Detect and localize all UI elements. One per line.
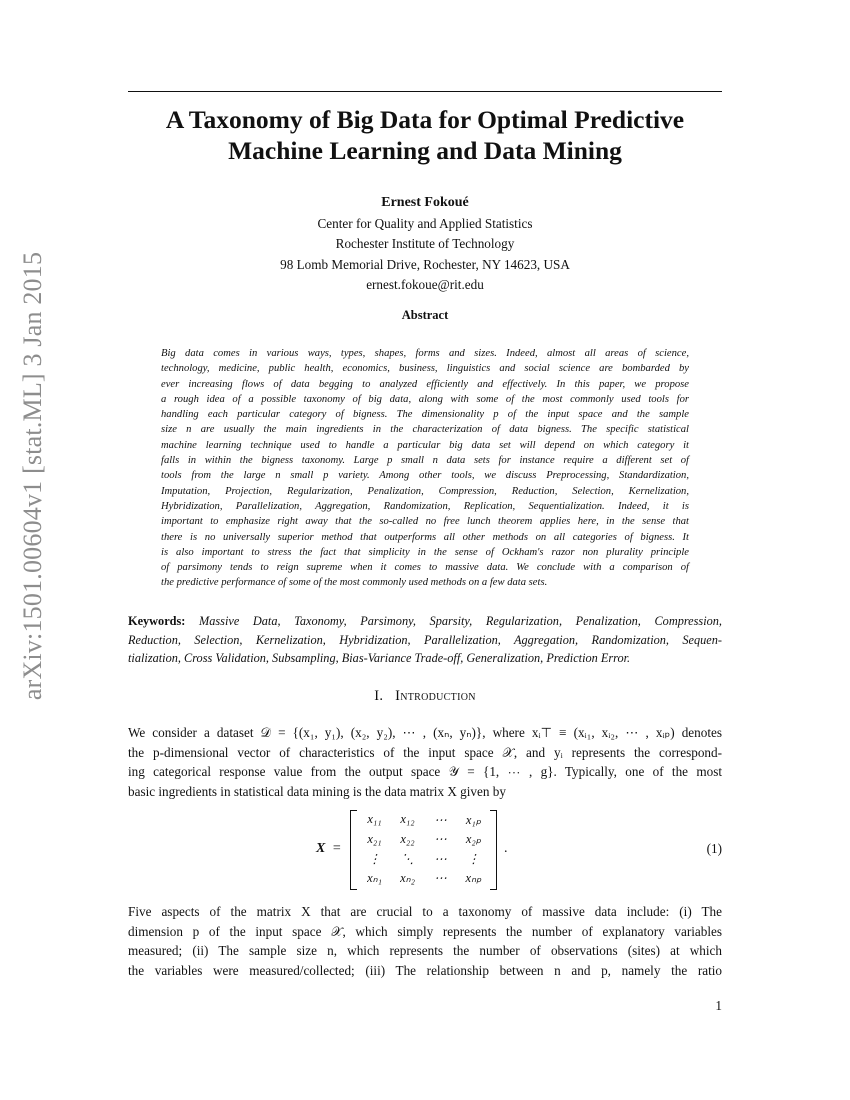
title-rule (128, 91, 722, 92)
author-block (128, 193, 722, 296)
right-bracket (490, 810, 497, 890)
title-line: A Taxonomy of Big Data for Optimal Predictive (165, 105, 685, 134)
abstract-line: falls in within the bigness taxonomy. Large p small n data sets for instance require a different set of (161, 455, 689, 467)
matrix-cell: xₙ₂ (400, 871, 415, 886)
body-line: the variables were measured/collected; (iii) The relationship between n and p, namely the ratio (128, 962, 722, 978)
keywords-label: Keywords: (128, 614, 186, 628)
abstract-line: handling each particular category of bigness. The dimensionality p of the input space and the sample (161, 409, 689, 421)
matrix-row (358, 849, 490, 869)
abstract-line: is also important to stress the fact that simplicity in the sense of Ockham's razor non plurality principle (161, 546, 689, 558)
equation-lhs (316, 841, 341, 857)
keywords-text: Massive Data, Taxonomy, Parsimony, Sparsity, Regularization, Penalization, Compression, (199, 614, 722, 628)
author-name: Ernest Fokoué (381, 195, 469, 210)
abstract-line: a rough idea of a possible taxonomy of big data, along with some of the most commonly used tools for (161, 393, 689, 405)
matrix-cell: ⋱ (401, 851, 414, 866)
matrix-cell: ⋮ (467, 851, 480, 866)
matrix-equation (128, 808, 722, 892)
equation-number: (1) (706, 841, 722, 856)
author-email: ernest.fokoue@rit.edu (366, 277, 484, 292)
section-title: Introduction (395, 688, 476, 704)
paper-title (128, 104, 722, 166)
matrix-cell: x₂₁ (367, 831, 382, 846)
matrix-cell: ⋯ (434, 812, 447, 827)
body-line: We consider a dataset 𝒟 = {(x₁, y₁), (x₂, y₂), ⋯ , (xₙ, yₙ)}, where xᵢ⊤ ≡ (xᵢ₁, xᵢ₂, ⋯ , xᵢₚ) denotes (128, 725, 722, 740)
body-line: ing categorical response value from the output space 𝒴 = {1, ⋯ , g}. Typically, one of the most (128, 764, 722, 779)
abstract-line: machine learning technique used to handle a particular big data set will depend on which category it (161, 439, 689, 451)
left-bracket (350, 810, 357, 890)
abstract-line: Imputation, Projection, Regularization, Penalization, Compression, Reduction, Selection, Kernelization, (161, 485, 689, 497)
matrix-row (358, 810, 490, 830)
equation-period: . (504, 841, 508, 856)
abstract-line: technology, medicine, public health, economics, business, linguistics and social science are bombarded by (161, 363, 689, 375)
page-number: 1 (715, 998, 722, 1013)
section-number: I. (374, 688, 384, 704)
section-heading-introduction (128, 688, 722, 705)
body-line: the p-dimensional vector of characteristics of the input space 𝒳, and yᵢ represents the correspond- (128, 744, 722, 760)
matrix-cell: x₁₁ (367, 812, 382, 827)
abstract-line: of parsimony tends to reign supreme when it comes to massive data. We conclude with a comparison of (161, 562, 689, 574)
abstract-line: there is no universally superior method that outperforms all other methods on all categories of bigness. It (161, 531, 689, 543)
abstract-line: size n are usually the main ingredients in the characterization of data bigness. The specific statistical (161, 424, 689, 436)
body-line: measured; (ii) The sample size n, which represents the number of observations (sites) at which (128, 943, 722, 958)
keywords-block (128, 612, 722, 668)
abstract-line: Big data comes in various ways, types, shapes, forms and sizes. Indeed, almost all areas of science, (161, 348, 689, 359)
abstract-line: tools from the large n small p variety. Among other tools, we discuss Preprocessing, Standardization, (161, 470, 689, 482)
body-line: dimension p of the input space 𝒳, which simply represents the number of explanatory variables (128, 923, 722, 939)
abstract-body (161, 346, 689, 591)
abstract-line: important to emphasize right away that the so-called no free lunch theorem applies here, in the sense that (161, 516, 689, 528)
matrix-cell: x₂ₚ (465, 832, 482, 847)
aspects-paragraph (128, 902, 722, 980)
matrix-cell: x₁ₚ (465, 812, 482, 827)
equation-symbol: X (316, 841, 326, 856)
author-address: 98 Lomb Memorial Drive, Rochester, NY 14623, USA (280, 256, 570, 272)
abstract-line: the predictive performance of some of the most commonly used methods on a few data sets. (161, 577, 548, 589)
body-line: Five aspects of the matrix X that are crucial to a taxonomy of massive data include: (i) The (128, 904, 722, 919)
keywords-line (128, 612, 722, 631)
abstract-heading: Abstract (401, 308, 449, 322)
equation-equals: = (332, 841, 341, 856)
matrix-cell: ⋯ (434, 832, 447, 847)
matrix-cell: xₙ₁ (367, 871, 382, 886)
author-affiliation: Center for Quality and Applied Statistics (317, 215, 533, 231)
matrix-cell: ⋮ (368, 851, 381, 866)
matrix-cell: ⋯ (434, 871, 447, 886)
matrix-row (358, 830, 490, 850)
arxiv-identifier: arXiv:1501.00604v1 [stat.ML] 3 Jan 2015 (18, 251, 47, 701)
matrix-cell: ⋯ (434, 851, 447, 866)
matrix-cell: x₁₂ (400, 812, 415, 827)
author-institution: Rochester Institute of Technology (335, 236, 515, 251)
body-line: basic ingredients in statistical data mining is the data matrix X given by (128, 783, 506, 799)
abstract-line: Hybridization, Parallelization, Aggregation, Randomization, Replication, Sequentialization. Indeed, it is (161, 500, 689, 512)
matrix-row (358, 869, 490, 889)
title-line: Machine Learning and Data Mining (228, 136, 622, 165)
data-matrix (358, 810, 490, 888)
keywords-line: tialization, Cross Validation, Subsampling, Bias-Variance Trade-off, Generalization, Prediction Error. (128, 651, 631, 665)
matrix-cell: xₙₚ (465, 871, 482, 886)
keywords-line: Reduction, Selection, Kernelization, Hybridization, Parallelization, Aggregation, Randomization, Sequen- (128, 632, 722, 647)
matrix-cell: x₂₂ (400, 831, 415, 846)
abstract-line: ever increasing flows of data begging to analyzed efficiently and effectively. In this paper, we propose (161, 378, 689, 390)
intro-paragraph (128, 723, 722, 801)
